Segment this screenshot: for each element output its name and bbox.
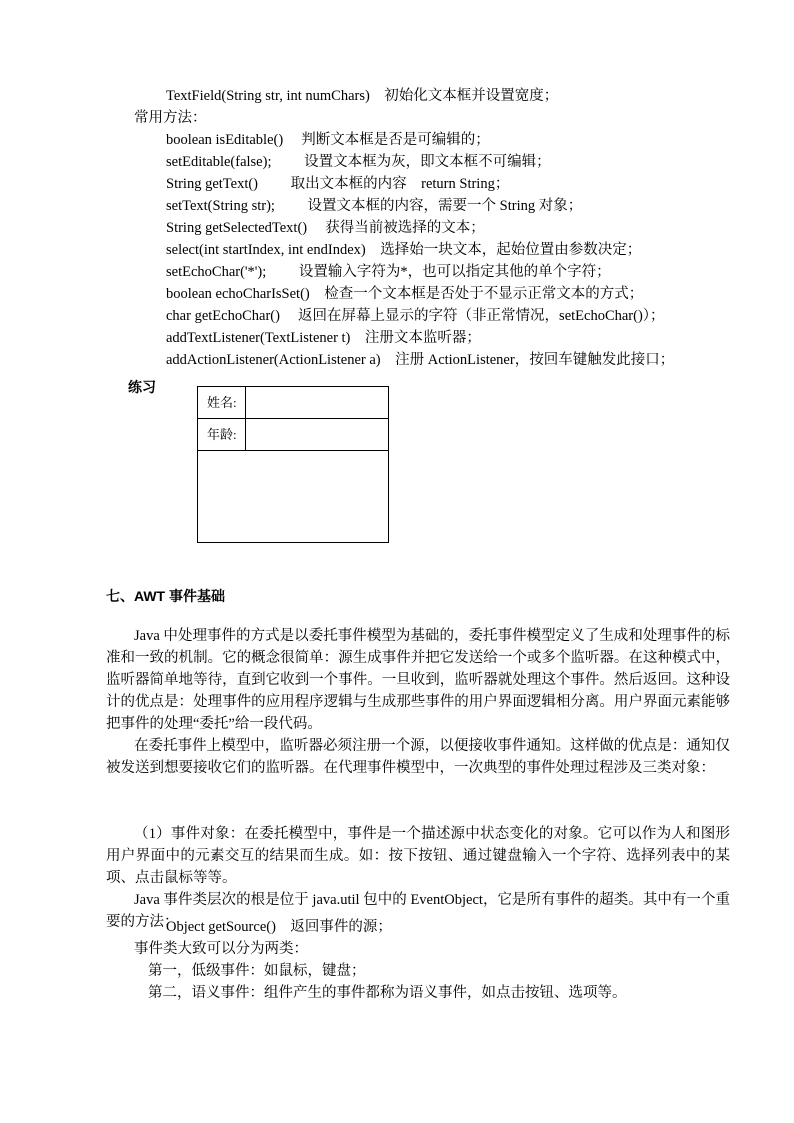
age-field xyxy=(245,419,246,450)
method-line: setText(String str); 设置文本框的内容，需要一个 String 对象； xyxy=(166,198,583,214)
method-line: addActionListener(ActionListener a) 注册 ActionListener，按回车键触发此接口； xyxy=(166,352,675,368)
paragraph-event-class-root: Java 事件类层次的根是位于 java.util 包中的 EventObject，它是所有事件的超类。其中有一个重要的方法： xyxy=(106,892,730,930)
name-field xyxy=(245,387,246,418)
section-heading: 七、AWT 事件基础 xyxy=(106,588,225,604)
paragraph-event-object: （1）事件对象：在委托模型中，事件是一个描述源中状态变化的对象。它可以作为人和图形用户界面中的元素交互的结果而生成。如：按下按钮、通过键盘输入一个字符、选择列表中的某项、点击鼠标等等。 xyxy=(106,826,730,886)
exercise-heading: 练习 xyxy=(128,379,156,395)
semantic-events: 第二，语义事件：组件产生的事件都称为语义事件，如点击按钮、选项等。 xyxy=(148,985,627,1001)
method-line: String getText() 取出文本框的内容 return String； xyxy=(166,176,510,192)
text-area xyxy=(198,451,388,542)
name-row xyxy=(198,387,388,419)
method-line: setEchoChar('*'); 设置输入字符为*，也可以指定其他的单个字符； xyxy=(166,264,611,280)
method-line: char getEchoChar() 返回在屏幕上显示的字符（非正常情况，setEchoChar()）； xyxy=(166,308,665,324)
age-row xyxy=(198,419,388,451)
method-line: boolean echoCharIsSet() 检查一个文本框是否处于不显示正常文本的方式； xyxy=(166,286,644,302)
low-level-events: 第一，低级事件：如鼠标，键盘； xyxy=(148,963,366,979)
method-line: select(int startIndex, int endIndex) 选择始一块文本，起始位置由参数决定； xyxy=(166,242,642,258)
constructor-line: TextField(String str, int numChars) 初始化文本框并设置宽度； xyxy=(166,88,559,104)
exercise-form-figure xyxy=(197,386,389,543)
code-line-getsource: Object getSource() 返回事件的源； xyxy=(166,919,392,935)
name-label: 姓名: xyxy=(207,395,237,410)
method-line: String getSelectedText() 获得当前被选择的文本； xyxy=(166,220,485,236)
method-line: boolean isEditable() 判断文本框是否是可编辑的； xyxy=(166,132,490,148)
age-label: 年龄: xyxy=(207,427,237,442)
event-class-categories: 事件类大致可以分为两类： xyxy=(134,941,308,957)
method-line: setEditable(false); 设置文本框为灰，即文本框不可编辑； xyxy=(166,154,551,170)
paragraph-listener-registration: 在委托事件上模型中，监听器必须注册一个源，以便接收事件通知。这样做的优点是：通知仅被发送到想要接收它们的监听器。在代理事件模型中，一次典型的事件处理过程涉及三类对象： xyxy=(106,738,730,776)
method-line: addTextListener(TextListener t) 注册文本监听器； xyxy=(166,330,481,346)
common-methods-heading: 常用方法： xyxy=(134,110,207,126)
paragraph-delegation-model: Java 中处理事件的方式是以委托事件模型为基础的，委托事件模型定义了生成和处理事件的标准和一致的机制。它的概念很简单：源生成事件并把它发送给一个或多个监听器。在这种模式中，监听器简单地等待，直到它收到一个事件。一旦收到，监听器就处理这个事件。然后返回。这种设计的优点是：处理事件的应用程序逻辑与生成那些事件的用户界面逻辑相分离。用户界面元素能够把事件的处理“委托”给一段代码。 xyxy=(106,628,730,732)
